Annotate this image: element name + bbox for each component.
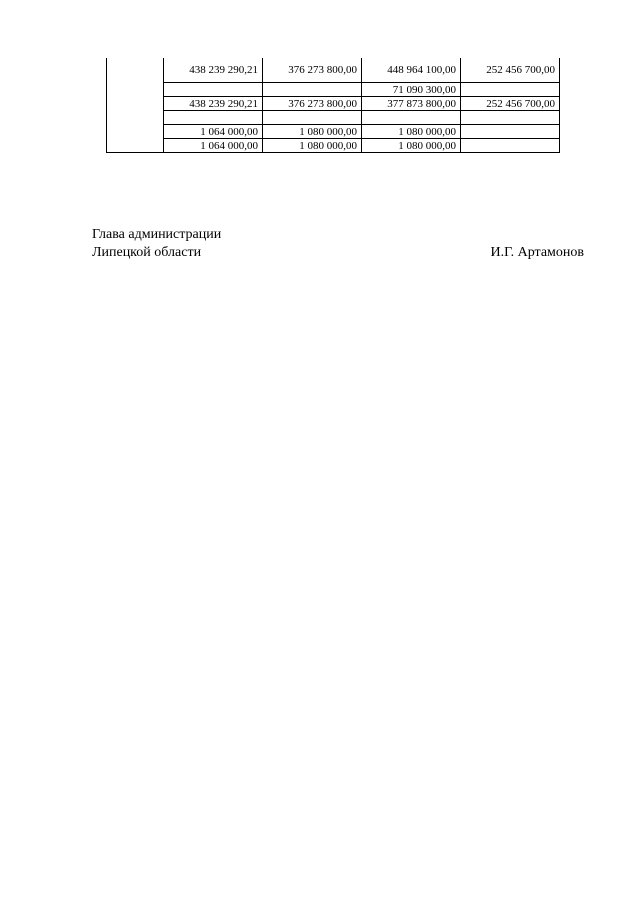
table-cell: 1 080 000,00 [362,139,461,153]
table-cell [107,139,164,153]
table-cell: 438 239 290,21 [164,97,263,111]
table-cell: 1 080 000,00 [263,125,362,139]
table-cell: 1 064 000,00 [164,139,263,153]
table-cell [461,125,560,139]
table-cell: 438 239 290,21 [164,58,263,83]
table-row [107,111,560,125]
table-cell [263,83,362,97]
table-cell [107,111,164,125]
table-cell [107,125,164,139]
table-cell [164,111,263,125]
table-cell [461,111,560,125]
table-cell: 1 064 000,00 [164,125,263,139]
table-row [107,83,560,97]
table-cell [107,83,164,97]
table-cell: 71 090 300,00 [362,83,461,97]
table-cell [461,83,560,97]
table-cell: 1 080 000,00 [263,139,362,153]
table-cell: 377 873 800,00 [362,97,461,111]
table-cell: 1 080 000,00 [362,125,461,139]
table-cell [362,111,461,125]
table-row [107,139,560,153]
table-cell: 448 964 100,00 [362,58,461,83]
table-cell [164,83,263,97]
table-cell: 252 456 700,00 [461,97,560,111]
table-cell [461,139,560,153]
budget-table [106,58,560,153]
table-cell [107,97,164,111]
signatory-position-line2: Липецкой области [92,245,202,260]
table-row [107,97,560,111]
table-cell [107,58,164,83]
signatory-position-line1: Глава администрации [92,227,222,242]
table-cell [263,111,362,125]
table-row [107,58,560,83]
table-cell: 376 273 800,00 [263,58,362,83]
signatory-name: И.Г. Артамонов [490,245,584,260]
table-cell: 252 456 700,00 [461,58,560,83]
table-row [107,125,560,139]
table-cell: 376 273 800,00 [263,97,362,111]
